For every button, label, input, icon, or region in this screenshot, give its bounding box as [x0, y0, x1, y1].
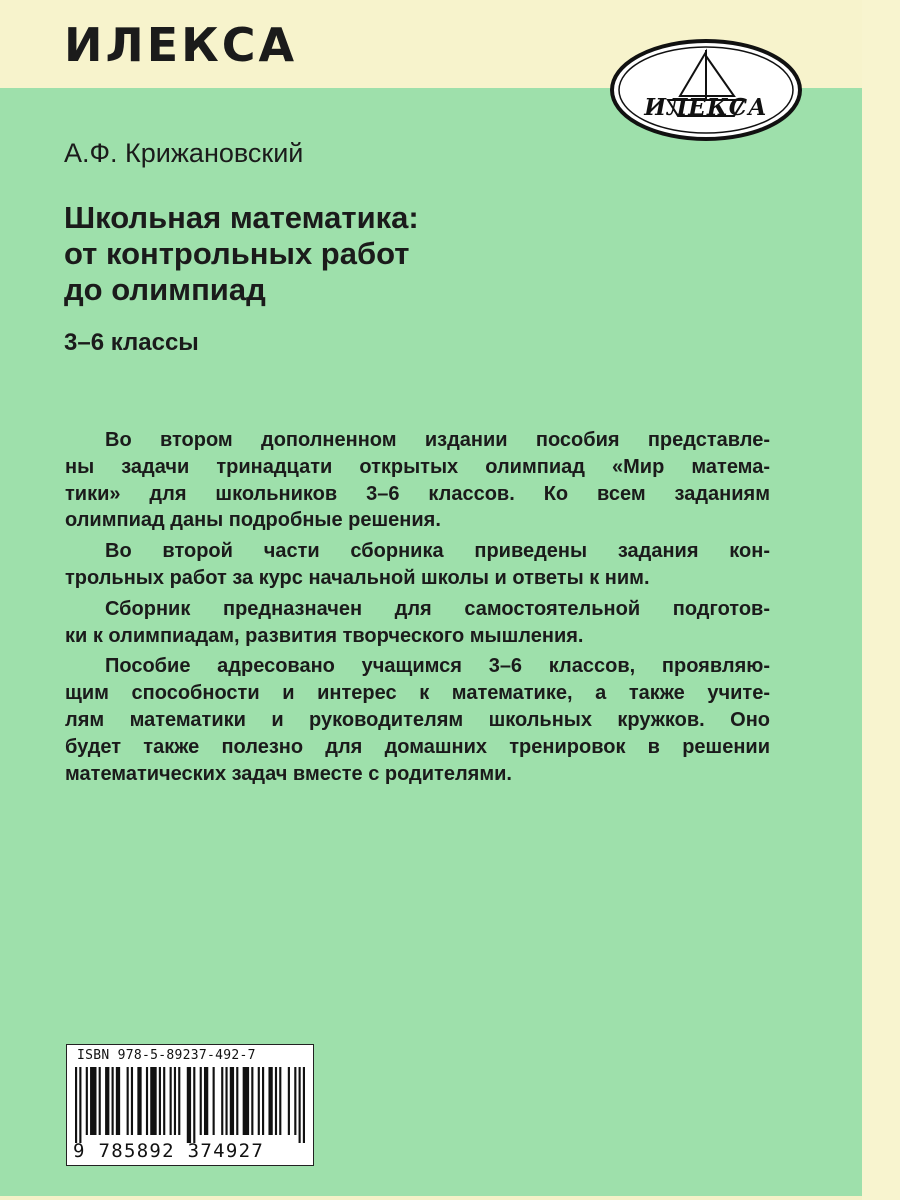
description-line: Во второй части сборника приведены задания кон- [105, 540, 770, 563]
description-paragraph [65, 596, 770, 650]
barcode-bar [213, 1067, 215, 1135]
barcode-bar [294, 1067, 296, 1135]
description-line: ки к олимпиадам, развития творческого мышления. [65, 624, 584, 647]
description-line: математических задач вместе с родителями. [65, 762, 512, 785]
isbn-barcode [66, 1044, 314, 1166]
description-line: будет также полезно для домашних тренировок в решении [65, 735, 770, 758]
ean-digits: 9 785892 374927 [73, 1140, 265, 1162]
barcode-bar [268, 1067, 272, 1135]
grade-range: 3–6 классы [64, 329, 199, 356]
description-paragraph [65, 427, 770, 534]
barcode-bar [279, 1067, 281, 1135]
barcode-bar [187, 1067, 191, 1143]
barcode-bar [288, 1067, 290, 1135]
title-line: от контрольных работ [64, 236, 410, 271]
barcode-bar [90, 1067, 96, 1135]
isbn-number: ISBN 978-5-89237-492-7 [77, 1048, 256, 1063]
barcode-bar [137, 1067, 141, 1135]
description-line: щим способности и интерес к математике, а также учите- [65, 682, 770, 705]
author-name: А.Ф. Крижановский [64, 138, 304, 168]
description-line: ны задачи тринадцати открытых олимпиад «Мир матема- [65, 455, 770, 478]
title-line: Школьная математика: [64, 200, 419, 235]
barcode-bar [116, 1067, 120, 1135]
barcode-bar [299, 1067, 301, 1143]
barcode-bar [262, 1067, 264, 1135]
barcode-bar [178, 1067, 180, 1135]
right-cream-strip [862, 0, 900, 1200]
barcode-bar [127, 1067, 129, 1135]
book-description [65, 427, 770, 787]
barcode-bar [131, 1067, 133, 1135]
description-paragraph [65, 538, 770, 592]
barcode-bar [112, 1067, 114, 1135]
barcode-bar [275, 1067, 277, 1135]
barcode-bar [258, 1067, 260, 1135]
barcode-bar [193, 1067, 195, 1143]
barcode-bar [79, 1067, 81, 1143]
barcode-bar [170, 1067, 172, 1135]
description-line: олимпиад даны подробные решения. [65, 509, 441, 532]
barcode-bar [230, 1067, 234, 1135]
description-line: тики» для школьников 3–6 классов. Ко всем заданиям [65, 482, 770, 505]
barcode-bar [204, 1067, 208, 1135]
barcode-bar [225, 1067, 227, 1135]
description-line: Сборник предназначен для самостоятельной подготов- [105, 597, 770, 620]
logo-wordmark: ИЛЕКСА [644, 94, 768, 121]
description-line: Пособие адресовано учащимся 3–6 классов, проявляю- [105, 655, 770, 678]
barcode-bar [163, 1067, 165, 1135]
description-paragraph [65, 653, 770, 787]
barcode-bar [221, 1067, 223, 1135]
barcode-bar [150, 1067, 156, 1135]
title-line: до олимпиад [64, 272, 266, 307]
description-line: трольных работ за курс начальной школы и ответы к ним. [65, 566, 650, 589]
barcode-bar [200, 1067, 202, 1135]
publisher-logo [608, 38, 804, 142]
barcode-bar [105, 1067, 109, 1135]
barcode-bar [99, 1067, 101, 1135]
publisher-name: ИЛЕКСА [64, 18, 298, 72]
barcode-bar [303, 1067, 305, 1143]
description-line: лям математики и руководителям школьных кружков. Оно [65, 708, 770, 731]
barcode-bar [86, 1067, 88, 1135]
book-title [64, 200, 419, 308]
description-line: Во втором дополненном издании пособия представле- [105, 429, 770, 451]
barcode-bar [146, 1067, 148, 1135]
barcode-bar [159, 1067, 161, 1135]
barcode-bar [251, 1067, 253, 1135]
barcode-bar [236, 1067, 238, 1135]
bottom-cream-band [0, 1196, 862, 1200]
barcode-bars [75, 1067, 305, 1143]
barcode-bar [75, 1067, 77, 1143]
barcode-bar [174, 1067, 176, 1135]
barcode-bar [243, 1067, 249, 1135]
